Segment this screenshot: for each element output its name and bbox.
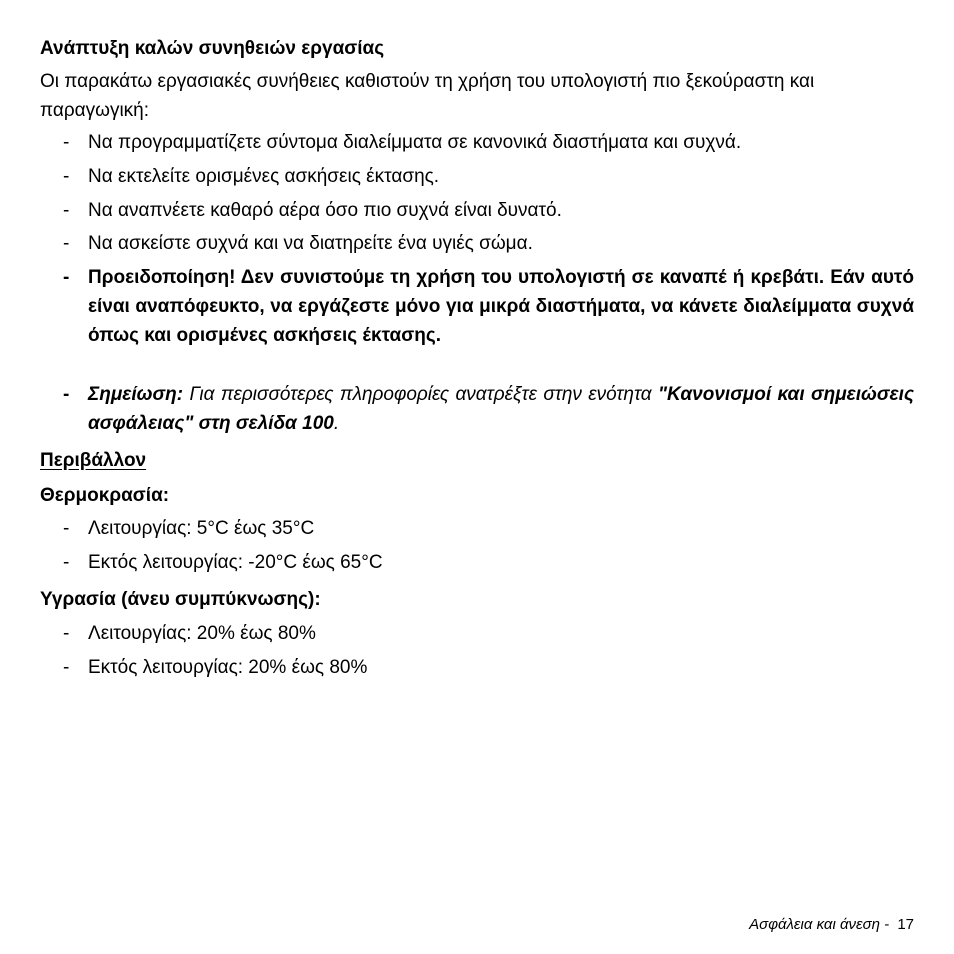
habit-text: Να εκτελείτε ορισμένες ασκήσεις έκτασης. [88,166,440,187]
bullet-dash: - [63,233,70,254]
warning-item [63,263,914,350]
note-label: Σημείωση: [88,384,184,405]
habit-text: Να αναπνέετε καθαρό αέρα όσο πιο συχνά είναι δυνατό. [88,200,562,221]
intro-paragraph: Οι παρακάτω εργασιακές συνήθειες καθιστούν τη χρήση του υπολογιστή πιο ξεκούραστη και παραγωγική: [40,71,815,121]
page-number: 17 [897,916,914,933]
section-title: Ανάπτυξη καλών συνηθειών εργασίας [40,38,385,59]
humidity-value: Εκτός λειτουργίας: 20% έως 80% [88,657,368,678]
bullet-dash: - [63,518,70,539]
bullet-dash: - [63,132,70,153]
list-item [63,653,914,682]
list-item [63,128,914,157]
environment-title-text: Περιβάλλον [40,450,147,471]
bullet-dash: - [63,384,70,405]
bullet-dash: - [63,267,70,288]
note-body: Για περισσότερες πληροφορίες ανατρέξτε στην ενότητα [189,384,652,405]
page-footer [749,915,914,935]
temperature-title: Θερμοκρασία: [40,485,170,506]
warning-text: Προειδοποίηση! Δεν συνιστούμε τη χρήση του υπολογιστή σε καναπέ ή κρεβάτι. Εάν αυτό είναι αναπόφευκτο, να εργάζεστε μόνο για μικρά διαστήματα, να κάνετε διαλείμματα συχνά όπως και ορισμένες ασκήσεις έκτασης. [88,267,914,346]
list-item [63,619,914,648]
environment-title [40,446,914,475]
humidity-title: Υγρασία (άνευ συμπύκνωσης): [40,589,321,610]
habit-text: Να ασκείστε συχνά και να διατηρείτε ένα υγιές σώμα. [88,233,533,254]
bullet-dash: - [63,166,70,187]
footer-chapter: Ασφάλεια και άνεση - [749,916,890,933]
list-item [63,196,914,225]
bullet-dash: - [63,200,70,221]
note-text [88,380,914,438]
list-item [63,548,914,577]
note-end: . [333,413,340,434]
list-item [63,162,914,191]
temperature-value: Εκτός λειτουργίας: -20°C έως 65°C [88,552,383,573]
note-reference-link[interactable]: "Κανονισμοί και σημειώσεις ασφάλειας" στη σελίδα 100 [88,384,914,434]
note-item [63,380,914,438]
habit-text: Να προγραμματίζετε σύντομα διαλείμματα σε κανονικά διαστήματα και συχνά. [88,132,742,153]
bullet-dash: - [63,623,70,644]
list-item [63,514,914,543]
bullet-dash: - [63,552,70,573]
temperature-value: Λειτουργίας: 5°C έως 35°C [88,518,315,539]
bullet-dash: - [63,657,70,678]
list-item [63,229,914,258]
humidity-value: Λειτουργίας: 20% έως 80% [88,623,316,644]
